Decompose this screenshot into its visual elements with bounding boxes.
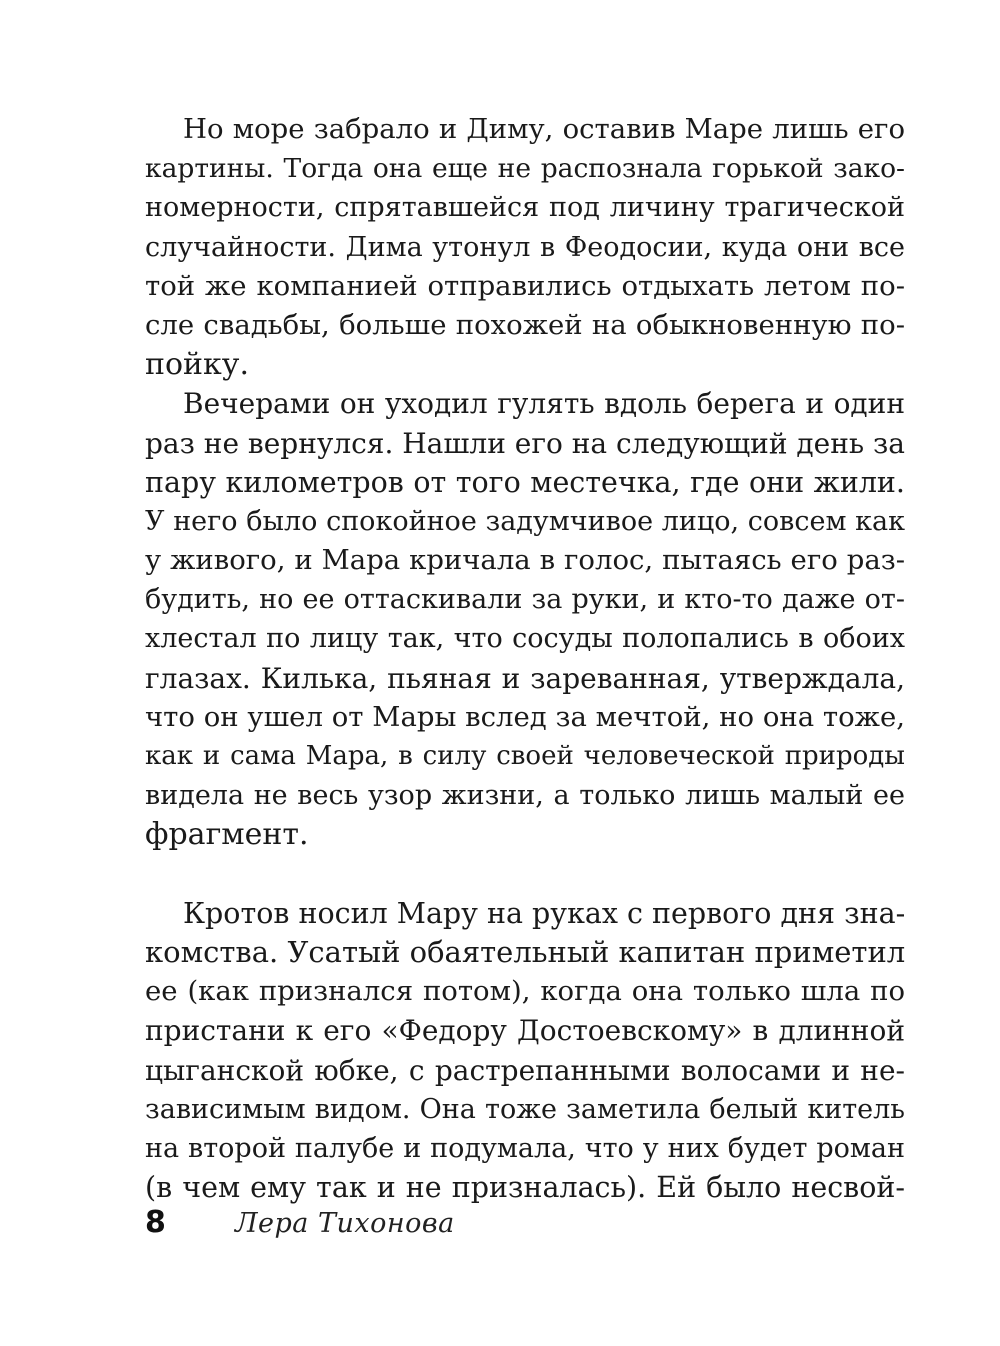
text-line: У него было спокойное задумчивое лицо, совсем как (145, 505, 905, 537)
text-line: случайности. Дима утонул в Феодосии, куда они все (145, 231, 905, 263)
text-line: картины. Тогда она еще не распознала горькой зако- (145, 153, 905, 185)
text-line: Вечерами он уходил гулять вдоль берега и один (183, 387, 905, 421)
paragraph-3 (145, 894, 905, 1208)
text-line: у живого, и Мара кричала в голос, пытаясь его раз- (145, 544, 905, 577)
text-line: видела не весь узор жизни, а только лишь малый ее (145, 780, 905, 812)
text-line: фрагмент. (145, 817, 309, 853)
text-line: хлестал по лицу так, что сосуды полопались в обоих (145, 623, 905, 655)
text-line: той же компанией отправились отдыхать летом по- (145, 269, 905, 302)
text-line: пару километров от того местечка, где они жили. (145, 465, 905, 499)
text-line: на второй палубе и подумала, что у них будет роман (145, 1132, 905, 1164)
running-author: Лера Тихонова (235, 1208, 455, 1239)
text-line: номерности, спрятавшейся под личину трагической (145, 192, 905, 224)
text-line: ее (как признался потом), когда она только шла по (145, 975, 905, 1008)
text-line: как и сама Мара, в силу своей человеческой природы (145, 741, 905, 771)
text-line: зависимым видом. Она тоже заметила белый китель (145, 1093, 905, 1125)
text-line: глазах. Килька, пьяная и зареванная, утверждала, (145, 661, 905, 695)
paragraph-1 (145, 110, 905, 384)
page-number: 8 (145, 1205, 166, 1240)
text-line: Кротов носил Мару на руках с первого дня зна- (183, 896, 906, 930)
body-text (145, 110, 905, 1207)
text-line: (в чем ему так и не призналась). Ей было несвой- (145, 1171, 905, 1205)
text-line (145, 855, 905, 894)
text-line: пристани к его «Федору Достоевскому» в длинной (145, 1014, 905, 1048)
text-line: комства. Усатый обаятельный капитан приметил (145, 934, 906, 969)
text-line: пойку. (145, 347, 249, 383)
page-footer (145, 1205, 455, 1245)
text-line: будить, но ее оттаскивали за руки, и кто-то даже от- (145, 584, 905, 616)
paragraph-2 (145, 384, 905, 893)
text-line: Но море забрало и Диму, оставив Маре лишь его (183, 113, 905, 145)
text-line: сле свадьбы, больше похожей на обыкновенную по- (145, 308, 905, 341)
text-line: что он ушел от Мары вслед за мечтой, но она тоже, (145, 700, 905, 733)
text-line: цыганской юбке, с растрепанными волосами и не- (145, 1053, 905, 1087)
text-line: раз не вернулся. Нашли его на следующий день за (145, 426, 905, 460)
